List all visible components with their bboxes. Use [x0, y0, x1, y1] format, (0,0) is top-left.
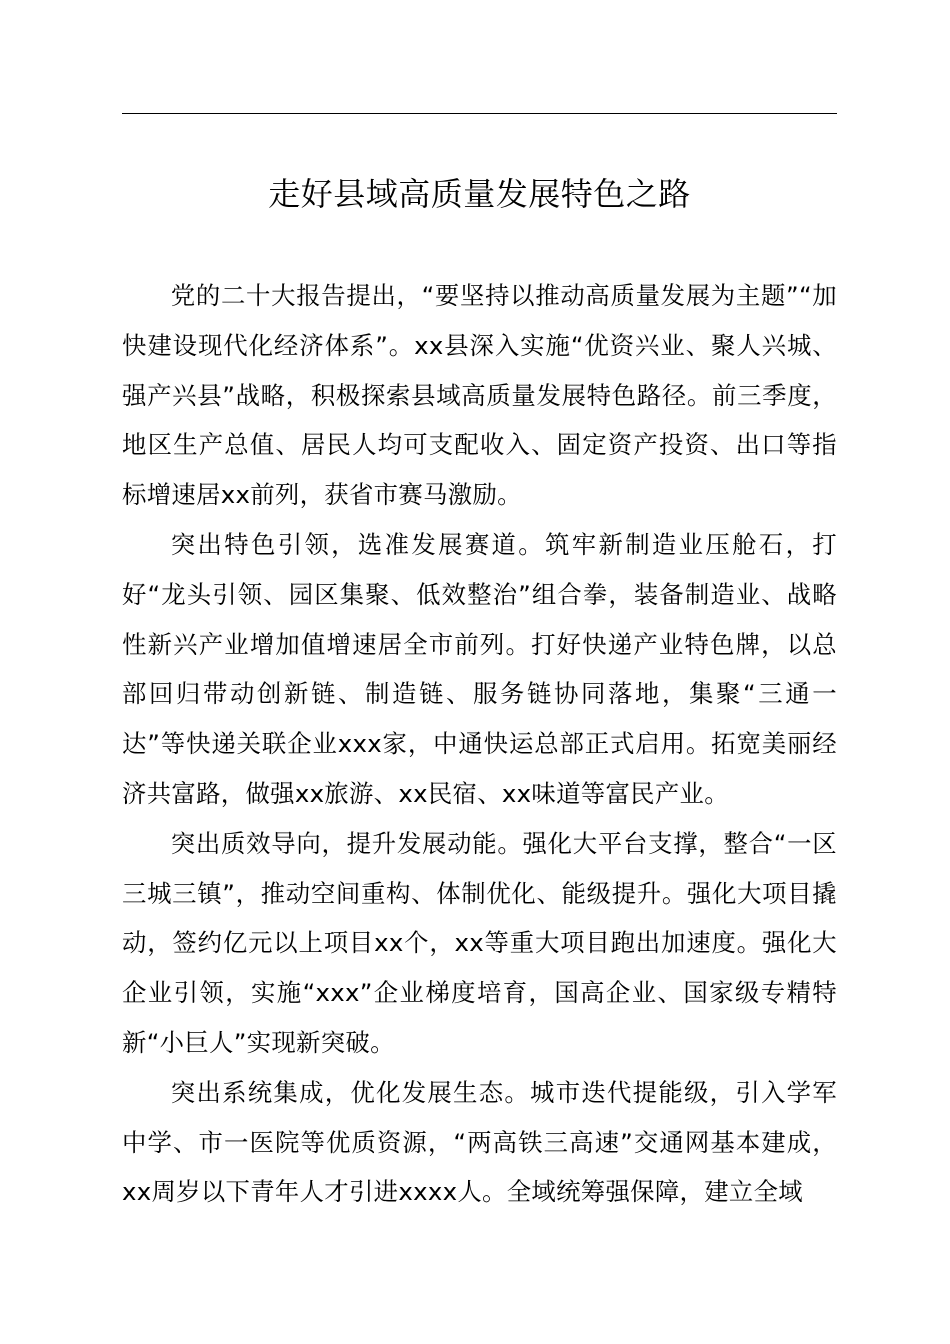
paragraph-system-integration: 突出系统集成，优化发展生态。城市迭代提能级，引入学军中学、市一医院等优质资源，“两高铁三高速”交通网基本建成，xx周岁以下青年人才引进xxxx人。全域统筹强保障，建立全域 — [122, 1077, 837, 1207]
header-rule — [122, 113, 837, 114]
paragraph-intro: 党的二十大报告提出，“要坚持以推动高质量发展为主题”“加快建设现代化经济体系”。xx县深入实施“优资兴业、聚人兴城、强产兴县”战略，积极探索县域高质量发展特色路径。前三季度，地区生产总值、居民人均可支配收入、固定资产投资、出口等指标增速居xx前列，获省市赛马激励。 — [122, 281, 837, 510]
document-body — [122, 271, 837, 1217]
paragraph-quality-oriented: 突出质效导向，提升发展动能。强化大平台支撑，整合“一区三城三镇”，推动空间重构、体制优化、能级提升。强化大项目撬动，签约亿元以上项目xx个，xx等重大项目跑出加速度。强化大企业引领，实施“xxx”企业梯度培育，国高企业、国家级专精特新“小巨人”实现新突破。 — [122, 828, 837, 1057]
document-title: 走好县域高质量发展特色之路 — [268, 175, 691, 213]
paragraph-feature-leading: 突出特色引领，选准发展赛道。筑牢新制造业压舱石，打好“龙头引领、园区集聚、低效整治”组合拳，装备制造业、战略性新兴产业增加值增速居全市前列。打好快递产业特色牌，以总部回归带动创新链、制造链、服务链协同落地，集聚“三通一达”等快递关联企业xxx家，中通快运总部正式启用。拓宽美丽经济共富路，做强xx旅游、xx民宿、xx味道等富民产业。 — [122, 529, 837, 808]
